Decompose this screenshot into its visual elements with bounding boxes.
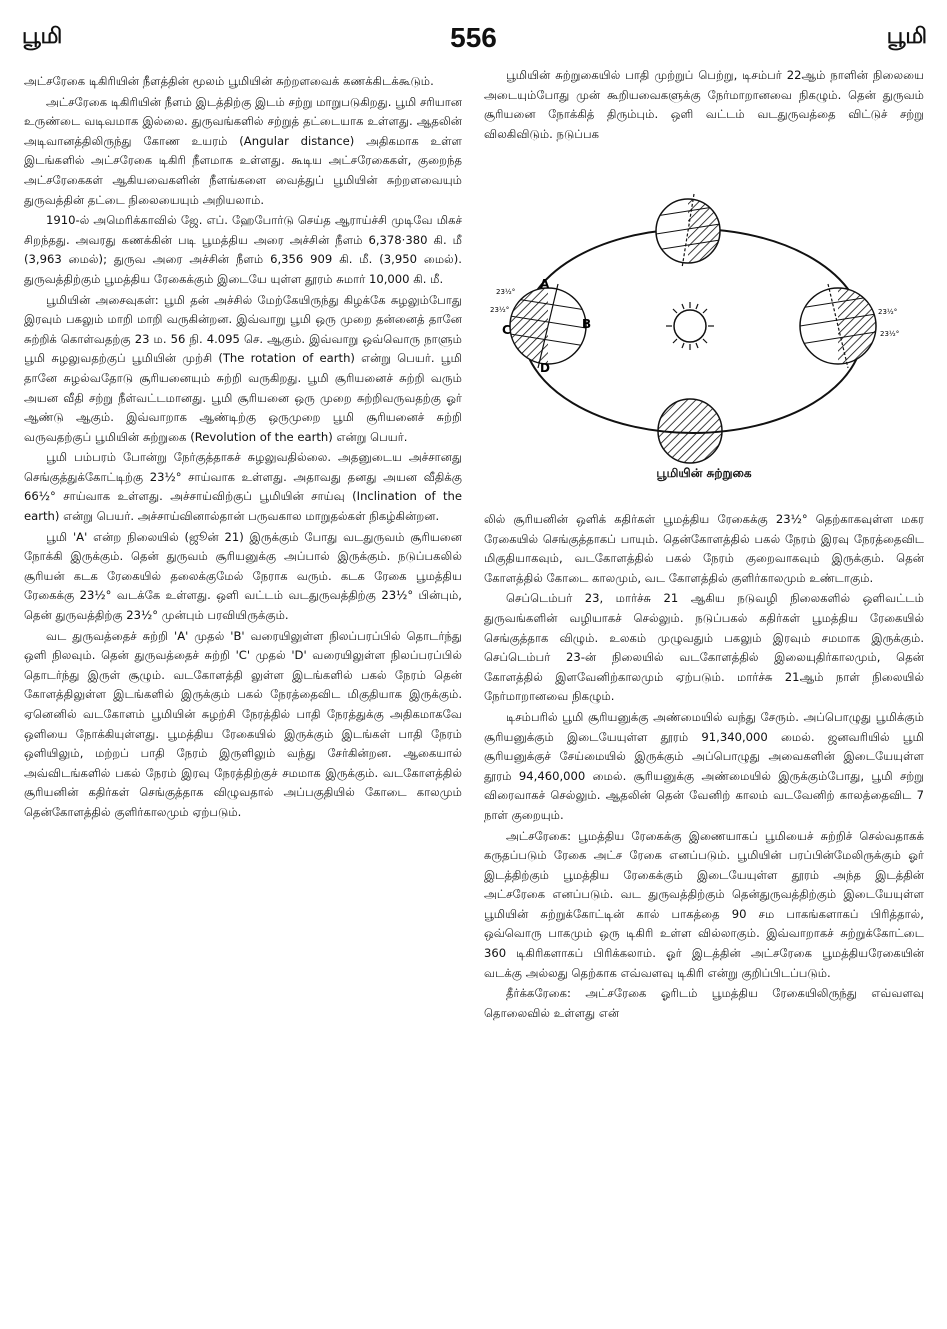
page-header	[0, 22, 947, 62]
sun-icon	[666, 302, 714, 350]
earth-bottom	[658, 399, 722, 463]
paragraph: லில் சூரியனின் ஒளிக் கதிர்கள் பூமத்திய ரேகைக்கு 23½° தெற்காகவுள்ள மகர ரேகையில் செங்குத்தாகப் பாயும். தென்கோளத்தில் பகல் நேரம் இரவு நேரத்தைவிட மிகுதியாகவும், வடகோளத்தில் பகல் நேரம் குறைவாகவும் இருக்கும். தென் கோளத்தில் கோடை காலமும், வட கோளத்தில் குளிர்காலமும் உண்டாகும்.	[484, 512, 924, 585]
angle-label: 23½°	[880, 330, 900, 338]
earth-top	[656, 194, 728, 268]
right-column-top	[484, 66, 924, 172]
angle-label: 23½°	[496, 288, 516, 296]
figure-caption: பூமியின் சுற்றுகை	[656, 466, 752, 480]
right-column-bottom	[484, 510, 924, 1310]
angle-label: 23½°	[490, 306, 510, 314]
running-head-left: பூமி	[22, 24, 63, 49]
label-d: D	[540, 361, 550, 375]
label-a: A	[540, 277, 550, 291]
paragraph: அட்சரேகை டிகிரியின் நீளம் இடத்திற்கு இடம் சற்று மாறுபடுகிறது. பூமி சரியான உருண்டை வடிவமாக இல்லை. துருவங்களில் சற்றுத் தட்டையாக உள்ளது. ஆதலின் அடிவானத்திலிருந்து கோண உயரம் (Angular distance) அதிகமாக உள்ள இடங்களில் அட்சரேகை டிகிரி நீளமாக உள்ளது. கூடிய அட்சரேகைகள், குறைந்த அட்சரேகைகள் ஆகியவைகளின் நீளங்களை வைத்துப் பூமியின் சுற்றளவையும் துருவத்தின் தட்டை நிலையையும் அறியலாம்.	[24, 94, 462, 207]
page-number: 556	[450, 22, 497, 53]
label-b: B	[582, 317, 592, 331]
earth-left	[508, 284, 586, 368]
paragraph: பூமியின் சுற்றுகையில் பாதி முற்றுப் பெற்று, டிசம்பர் 22ஆம் நாளின் நிலையை அடையும்போது முன் கூறியவைகளுக்கு நேர்மாறானவை நிகழும். தென் துருவம் சூரியனை நோக்கித் திரும்பும். ஒளி வட்டம் வடதுருவத்தை விட்டுச் சற்று விலகிவிடும். நடுப்பக	[484, 68, 924, 141]
running-head-right: பூமி	[886, 24, 927, 49]
angle-label: 23½°	[878, 308, 898, 316]
paragraph: 1910-ல் அமெரிக்காவில் ஜே. எப். ஹேபோர்டு செய்த ஆராய்ச்சி முடிவே மிகச் சிறந்தது. அவரது கணக்கின் படி பூமத்திய அரை அச்சின் நீளம் 6,378·380 கி. மீ (3,963 மைல்); துருவ அரை அச்சின் நீளம் 6,356 909 கி. மீ. (3,950 மைல்). துருவத்திற்கும் பூமத்திய ரேகைக்கும் இடையே யுள்ள தூரம் சுமார் 10,000 கி. மீ.	[24, 213, 462, 286]
paragraph: செப்டெம்பர் 23, மார்ச்சு 21 ஆகிய நடுவழி நிலைகளில் ஒளிவட்டம் துருவங்களின் வழியாகச் செல்லும். நடுப்பகல் கதிர்கள் பூமத்திய ரேகையில் செங்குத்தாக விழும். உலகம் முழுவதும் பகலும் இரவும் சமமாக இருக்கும். செப்டெம்பர் 23-ன் நிலையில் வடகோளத்தில் இலையுதிர்காலமும், தென் கோளத்தில் இளவேனிற்காலமும் ஏற்படும். மார்ச்சு 21ஆம் நாள் நிலையில் நேர்மாறானவை நிகழும்.	[484, 591, 924, 704]
paragraph: அட்சரேகை டிகிரியின் நீளத்தின் மூலம் பூமியின் சுற்றளவைக் கணக்கிடக்கூடும்.	[24, 74, 434, 88]
paragraph: தீர்க்கரேகை: அட்சரேகை ஓரிடம் பூமத்திய ரேகையிலிருந்து எவ்வளவு தொலைவில் உள்ளது என்	[484, 986, 924, 1020]
left-column	[24, 72, 462, 1308]
paragraph: வட துருவத்தைச் சுற்றி 'A' முதல் 'B' வரையிலுள்ள நிலப்பரப்பில் தொடர்ந்து ஒளி நிலவும். தென் துருவத்தைச் சுற்றி 'C' முதல் 'D' வரையிலுள்ள நிலப்பரப்பில் தொடர்ந்து இருள் சூழும். வடகோளத்தி லுள்ள இடங்களில் பகல் நேரம் தென் கோளத்திலுள்ள இடங்களில் இருக்கும் பகல் நேரத்தைவிட மிகுதியாக இருக்கும். ஏனெனில் வடகோளம் பூமியின் சுழற்சி நேரத்தில் பாதி நேரத்துக்கு அதிகமாகவே ஒளியை நோக்கியுள்ளது. பூமத்திய ரேகையில் இருக்கும் இடங்கள் பாதி நேரம் ஒளியிலும், மற்றப் பாதி நேரம் இருளிலும் வந்து சேர்கின்றன. ஆகையால் அவ்விடங்களில் பகல் நேரம் இரவு நேரத்திற்குச் சமமாக இருக்கும். வடகோளத்தில் சூரியனின் கதிர்கள் செங்குத்தாக விழுவதால் அப்பகுதியில் கோடை காலமும் தென்கோளத்தில் குளிர்காலமும் ஏற்படும்.	[24, 628, 462, 819]
earth-revolution-figure	[478, 176, 930, 500]
paragraph: டிசம்பரில் பூமி சூரியனுக்கு அண்மையில் வந்து சேரும். அப்பொழுது பூமிக்கும் சூரியனுக்கும் இடையேயுள்ள தூரம் 91,340,000 மைல். ஜனவரியில் பூமி சூரியனுக்குச் சேய்மையில் இருக்கும் அப்பொழுது அவைகளின் இடையேயுள்ள தூரம் 94,460,000 மைல். சூரியனுக்கு அண்மையில் இருக்கும்போது, பூமி சற்று விரைவாகச் செல்லும். ஆதலின் தென் வேனிற் காலம் வடவேனிற் காலத்தைவிட 7 நாள் குறையும்.	[484, 709, 924, 822]
paragraph: அட்சரேகை: பூமத்திய ரேகைக்கு இணையாகப் பூமியைச் சுற்றிச் செல்வதாகக் கருதப்படும் ரேகை அட்ச ரேகை எனப்படும். பூமியின் பரப்பின்மேலிருக்கும் ஓர் இடத்திற்கும் பூமத்திய ரேகைக்கும் இடையேயுள்ள தூரம் அந்த இடத்தின் அட்சரேகை எனப்படும். வட துருவத்திற்கும் தென்துருவத்திற்கும் இடையேயுள்ள பூமியின் சுற்றுக்கோட்டின் கால் பாகத்தை 90 சம பாகங்களாகப் பிரித்தால், ஒவ்வொரு பாகமும் ஒரு டிகிரி உள்ள வில்லாகும். இவ்வாறாகச் சுற்றுக்கோட்டை 360 டிகிரிகளாகப் பிரிக்கலாம். ஓர் இடத்தின் அட்சரேகை பூமத்தியரேகையின் வடக்கு அல்லது தெற்காக எவ்வளவு டிகிரி என்று குறிப்பிடப்படும்.	[484, 828, 924, 980]
paragraph: பூமி பம்பரம் போன்று நேர்குத்தாகச் சுழலுவதில்லை. அதனுடைய அச்சானது செங்குத்துக்கோட்டிற்கு 23½° சாய்வாக உள்ளது. அதாவது தனது அயன வீதிக்கு 66½° சாய்வாக உள்ளது. அச்சாய்விற்குப் பூமியின் சாய்வு (Inclination of the earth) என்று பெயர். அச்சாய்வினால்தான் பருவகால மாறுதல்கள் நிகழ்கின்றன.	[24, 450, 462, 524]
label-c: C	[502, 323, 511, 337]
paragraph: பூமி 'A' என்ற நிலையில் (ஜூன் 21) இருக்கும் போது வடதுருவம் சூரியனை நோக்கி இருக்கும். தென் துருவம் சூரியனுக்கு அப்பால் இருக்கும். நடுப்பகலில் சூரியன் கடக ரேகையில் தலைக்குமேல் நேராக வரும். கடக ரேகை பூமத்திய ரேகைக்கு 23½° வடக்கே உள்ளது. ஒளி வட்டம் வடதுருவத்திற்கு 23½° பின்பும், தென் துருவத்திற்கு 23½° முன்பும் பரவியிருக்கும்.	[24, 529, 462, 623]
earth-right	[800, 284, 878, 368]
orbit-diagram	[478, 176, 930, 466]
paragraph: பூமியின் அசைவுகள்: பூமி தன் அச்சில் மேற்கேயிருந்து கிழக்கே சுழலும்போது இரவும் பகலும் மாறி மாறி வருகின்றன. இவ்வாறு பூமி ஒரு முறை தன்னைத் தானே சுற்றிக் கொள்வதற்கு 23 ம. 56 நி. 4.095 செ. ஆகும். இவ்வாறு ஒவ்வொரு நாளும் பூமி சுழலுவதற்குப் பூமியின் முற்சி (The rotation of earth) என்று பெயர். பூமி தானே சுழல்வதோடு சூரியனையும் சுற்றி வருகிறது. பூமி சூரியனைச் சுற்றி வரும் அயன வீதி சற்று நீள்வட்டமானது. பூமி சூரியனை ஒரு முறை சுற்றிவருவதற்கு ஓர் ஆண்டு ஆகும். இவ்வாறாக ஆண்டிற்கு ஒருமுறை பூமி சூரியனைச் சுற்றி வருவதற்குப் பூமியின் சுற்றுகை (Revolution of the earth) என்று பெயர்.	[24, 292, 462, 444]
